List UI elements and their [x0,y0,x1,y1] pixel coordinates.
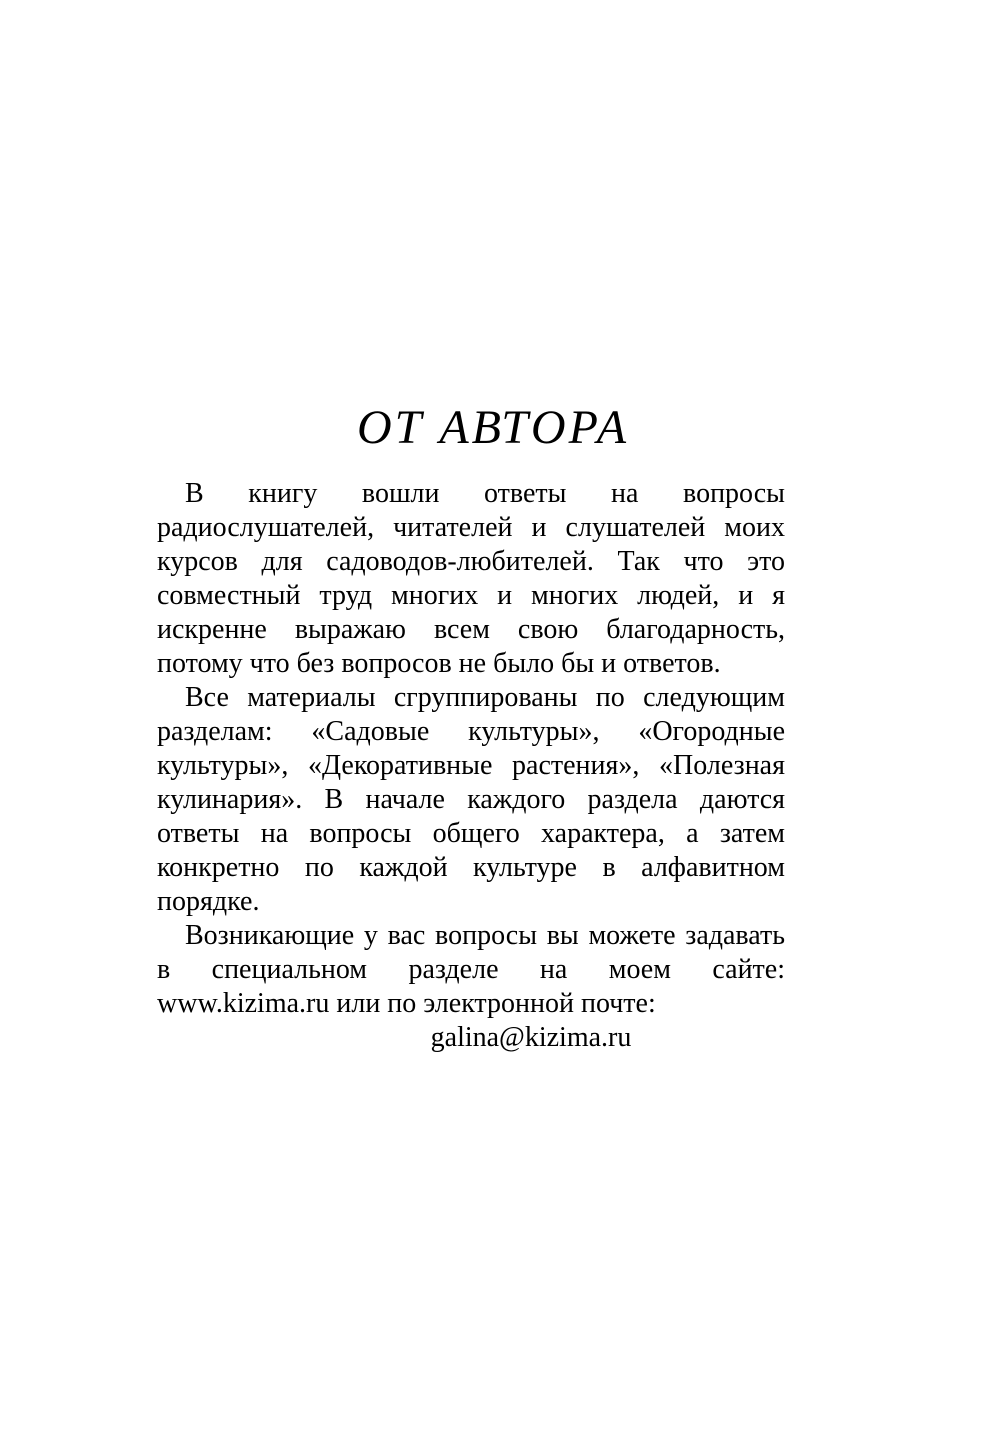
paragraph-3: Возникающие у вас вопросы вы можете задавать в специальном разделе на моем сайте: www.kizima.ru или по электронной почте: [157,920,785,1019]
email-address: galina@kizima.ru [430,1022,632,1053]
paragraph-1: В книгу вошли ответы на вопросы радиослушателей, читателей и слушателей моих курсов для садоводов-любителей. Так что это совместный труд многих и многих людей, и я искренне выражаю всем свою благодарность, потому что без вопросов не было бы и ответов. [157,478,785,679]
paragraph-2: Все материалы сгруппированы по следующим разделам: «Садовые культуры», «Огородные культуры», «Декоративные растения», «Полезная кулинария». В начале каждого раздела даются ответы на вопросы общего характера, а затем конкретно по каждой культуре в алфавитном порядке. [157,682,785,917]
body-text [157,477,785,1055]
page-heading: ОТ АВТОРА [356,401,630,454]
